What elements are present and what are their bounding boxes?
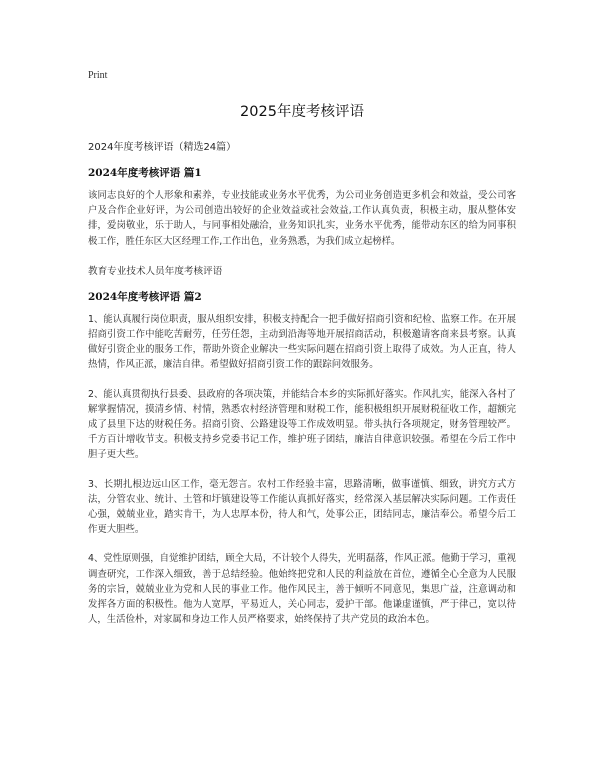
print-link[interactable]: Print <box>88 70 108 81</box>
paragraph: 4、党性原则强，自觉维护团结，顾全大局，不计较个人得失，光明磊落，作风正派。他勤于学习，重视调查研究，工作深入细致，善于总结经验。他始终把党和人民的利益放在首位，遵循全心全意为人民服务的宗旨，兢兢业业为党和人民的事业工作。他作风民主，善于倾听不同意见，集思广益，注意调动和发挥各方面的积极性。他为人宽厚，平易近人，关心同志，爱护干部。他谦虚谨慎，严于律己，宽以待人，生活俭朴，对家属和身边工作人员严格要求，始终保持了共产党员的政治本色。 <box>88 553 516 626</box>
paragraph: 3、长期扎根边远山区工作，毫无怨言。农村工作经验丰富，思路清晰，做事谨慎、细致，讲究方式方法，分管农业、统计、土管和圩镇建设等工作能认真抓好落实，经常深入基层解决实际问题。工作责任心强，兢兢业业，踏实肯干，为人忠厚本份，待人和气，处事公正，团结同志，廉洁奉公。希望今后工作更大胆些。 <box>88 478 516 536</box>
section-intro: 教育专业技术人员年度考核评语 <box>88 265 223 277</box>
section-1 <box>88 165 516 249</box>
section-heading: 2024年度考核评语 篇1 <box>88 167 202 179</box>
paragraph: 该同志良好的个人形象和素养，专业技能或业务水平优秀，为公司业务创造更多机会和效益，受公司客户及合作企业好评，为公司创造出较好的企业效益或社会效益,工作认真负责，积极主动，服从整体安排，爱岗敬业，乐于助人，与同事相处融洽，业务知识扎实，业务水平优秀，能带动东区的给为同事积极工作，胜任东区大区经理工作,工作出色，业务熟悉，为我们成立起榜样。 <box>88 190 516 247</box>
paragraph: 2、能认真贯彻执行县委、县政府的各项决策，并能结合本乡的实际抓好落实。作风扎实，能深入各村了解掌握情况，摸清乡情、村情，熟悉农村经济管理和财税工作，能积极组织开展财税征收工作，超额完成了县里下达的财税任务。招商引资、公路建设等工作成效明显。带头执行各项规定，财务管理较严。千方百计增收节支。积极支持乡党委书记工作，维护班子团结，廉洁自律意识较强。希望在今后工作中胆子更大些。 <box>88 388 516 461</box>
document-page <box>88 70 516 641</box>
paragraph: 1、能认真履行岗位职责，服从组织安排，积极支持配合一把手做好招商引资和纪检、监察工作。在开展招商引资工作中能吃苦耐劳，任劳任怨，主动到沿海等地开展招商活动，积极邀请客商来县考察。认真做好引资企业的服务工作，帮助外资企业解决一些实际问题在招商引资上取得了成效。为人正直，待人热情，作风正派，廉洁自律。希望做好招商引资工作的跟踪问效服务。 <box>88 313 516 371</box>
section-heading: 2024年度考核评语 篇2 <box>88 290 202 303</box>
document-title: 2025年度考核评语 <box>240 104 364 120</box>
section-2 <box>88 263 516 628</box>
document-subtitle: 2024年度考核评语（精选24篇） <box>88 142 237 153</box>
